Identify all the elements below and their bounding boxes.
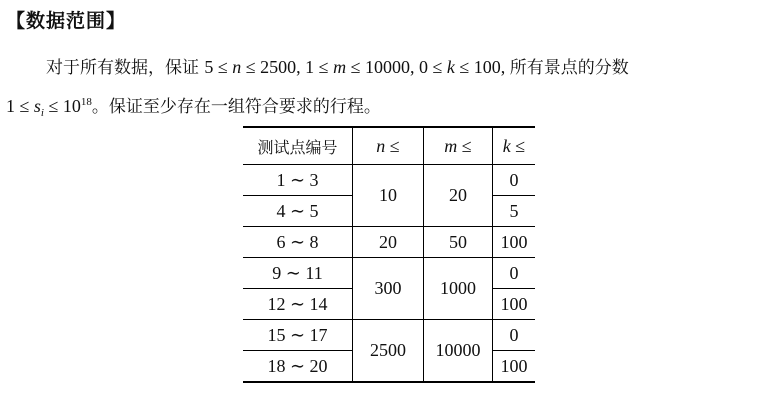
cell-k: 0 [493, 258, 536, 289]
text-suffix: 所有景点的分数 [509, 58, 629, 78]
header-var: m [444, 135, 458, 156]
cell-testcase: 15 ∼ 17 [243, 320, 353, 351]
table-row [243, 227, 535, 258]
header-n [353, 127, 424, 165]
cell-m: 20 [424, 165, 493, 227]
subscript-i: i [40, 107, 44, 119]
text-suffix: 。保证至少存在一组符合要求的行程。 [91, 97, 381, 117]
header-op: ≤ [510, 135, 526, 156]
header-m [424, 127, 493, 165]
math-text: 1 ≤ [6, 96, 34, 116]
exponent: 18 [80, 96, 92, 108]
table-header-row [243, 127, 535, 165]
cell-m: 1000 [424, 258, 493, 320]
header-k [493, 127, 536, 165]
math-text: ≤ 100, [454, 57, 510, 77]
table-row [243, 165, 535, 196]
cell-k: 100 [500, 355, 528, 376]
cell-k: 0 [493, 165, 536, 196]
cell-m: 10000 [424, 320, 493, 383]
cell-k: 0 [493, 320, 536, 351]
cell-testcase: 18 ∼ 20 [243, 351, 353, 383]
constraints-paragraph [6, 50, 768, 130]
math-text: ≤ 2500, 1 ≤ [241, 57, 334, 77]
table-row [243, 320, 535, 351]
cell-k: 100 [493, 227, 536, 258]
cell-testcase: 1 ∼ 3 [243, 165, 353, 196]
cell-n: 300 [353, 258, 424, 320]
cell-testcase: 6 ∼ 8 [243, 227, 353, 258]
var-n: n [232, 57, 242, 77]
cell-testcase: 4 ∼ 5 [243, 196, 353, 227]
paragraph-line-1 [6, 50, 768, 85]
cell-k: 100 [493, 289, 536, 320]
header-var: n [376, 135, 386, 156]
math-text: ≤ 10000, 0 ≤ [346, 57, 447, 77]
section-heading: 【数据范围】 [6, 10, 127, 32]
data-range-table [243, 126, 535, 383]
cell-n: 2500 [353, 320, 424, 383]
cell-testcase: 12 ∼ 14 [243, 289, 353, 320]
cell-m: 50 [424, 227, 493, 258]
paragraph-line-2 [6, 85, 768, 130]
table-row [243, 258, 535, 289]
cell-testcase: 9 ∼ 11 [243, 258, 353, 289]
cell-n: 10 [353, 165, 424, 227]
header-op: ≤ [457, 135, 472, 156]
var-k: k [446, 57, 455, 77]
math-text: 5 ≤ [204, 57, 233, 77]
math-text: ≤ 10 [43, 96, 81, 116]
cell-n: 20 [353, 227, 424, 258]
var-s: s [33, 96, 41, 116]
text-prefix: 对于所有数据，保证 [46, 58, 205, 78]
cell-k: 5 [493, 196, 536, 227]
var-m: m [333, 57, 347, 77]
header-testcase: 测试点编号 [243, 127, 353, 165]
header-op: ≤ [385, 135, 400, 156]
header-var: k [502, 135, 511, 156]
